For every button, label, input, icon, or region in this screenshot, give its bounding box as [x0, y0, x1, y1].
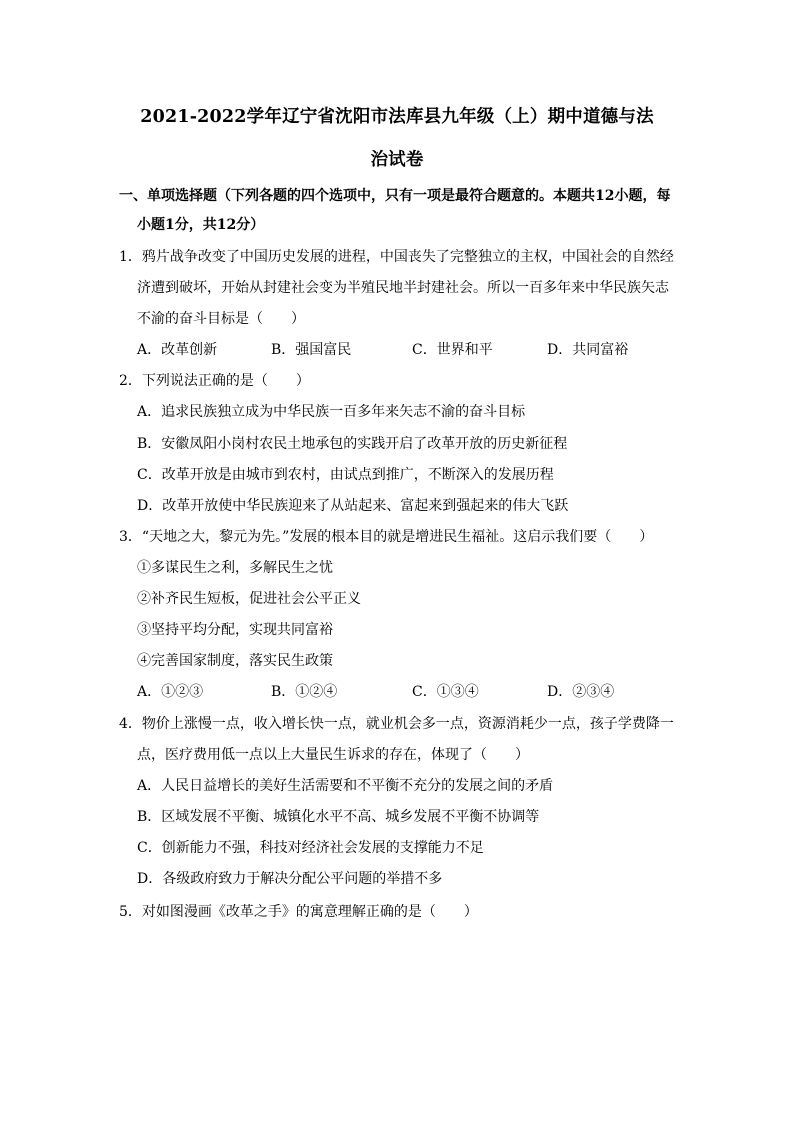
question-1-option-a: A．改革创新 — [137, 342, 218, 358]
question-3-option-c: C．①③④ — [412, 684, 479, 700]
section-heading-line-2: 小题1分，共12分） — [137, 217, 265, 233]
question-2-stem: 2．下列说法正确的是（ ） — [119, 373, 310, 389]
question-4-stem-line-1: 4．物价上涨慢一点，收入增长快一点，就业机会多一点，资源消耗少一点，孩子学费降一 — [119, 716, 674, 732]
exam-title-line-1: 2021-2022学年辽宁省沈阳市法库县九年级（上）期中道德与法 — [140, 107, 654, 127]
question-1-option-c: C．世界和平 — [412, 342, 493, 358]
question-2-option-d: D．改革开放使中华民族迎来了从站起来、富起来到强起来的伟大飞跃 — [137, 498, 569, 514]
question-4-option-c: C．创新能力不强，科技对经济社会发展的支撑能力不足 — [137, 840, 484, 856]
question-3-option-b: B．①②④ — [271, 684, 338, 700]
question-2-option-a: A．追求民族独立成为中华民族一百多年来矢志不渝的奋斗目标 — [137, 404, 526, 420]
question-3-item-2: ②补齐民生短板，促进社会公平正义 — [137, 591, 361, 607]
section-heading-line-1: 一、单项选择题（下列各题的四个选项中，只有一项是最符合题意的。本题共12小题，每 — [119, 188, 671, 204]
question-1-option-b: B．强国富民 — [271, 342, 352, 358]
question-1-stem-line-3: 不渝的奋斗目标是（ ） — [137, 311, 305, 327]
question-4-option-b: B．区域发展不平衡、城镇化水平不高、城乡发展不平衡不协调等 — [137, 809, 540, 825]
question-3-option-d: D．②③④ — [547, 684, 615, 700]
question-3-stem: 3．“天地之大，黎元为先。”发展的根本目的就是增进民生福祉。这启示我们要（ ） — [119, 529, 654, 545]
exam-title-line-2: 治试卷 — [370, 150, 424, 170]
question-4-stem-line-2: 点，医疗费用低一点以上大量民生诉求的存在，体现了（ ） — [137, 747, 529, 763]
question-1-stem-line-1: 1．鸦片战争改变了中国历史发展的进程，中国丧失了完整独立的主权，中国社会的自然经 — [119, 249, 674, 265]
question-3-item-3: ③坚持平均分配，实现共同富裕 — [137, 622, 333, 638]
question-1-stem-line-2: 济遭到破坏，开始从封建社会变为半殖民地半封建社会。所以一百多年来中华民族矢志 — [137, 280, 669, 296]
question-2-option-c: C．改革开放是由城市到农村，由试点到推广，不断深入的发展历程 — [137, 467, 554, 483]
question-3-item-4: ④完善国家制度，落实民生政策 — [137, 653, 333, 669]
question-3-option-a: A．①②③ — [137, 684, 204, 700]
question-4-option-a: A．人民日益增长的美好生活需要和不平衡不充分的发展之间的矛盾 — [137, 778, 554, 794]
question-1-option-d: D．共同富裕 — [547, 342, 629, 358]
question-5-stem: 5．对如图漫画《改革之手》的寓意理解正确的是（ ） — [119, 904, 478, 920]
question-3-item-1: ①多谋民生之利，多解民生之忧 — [137, 560, 333, 576]
question-4-option-d: D．各级政府致力于解决分配公平问题的举措不多 — [137, 871, 443, 887]
question-2-option-b: B．安徽凤阳小岗村农民土地承包的实践开启了改革开放的历史新征程 — [137, 436, 568, 452]
